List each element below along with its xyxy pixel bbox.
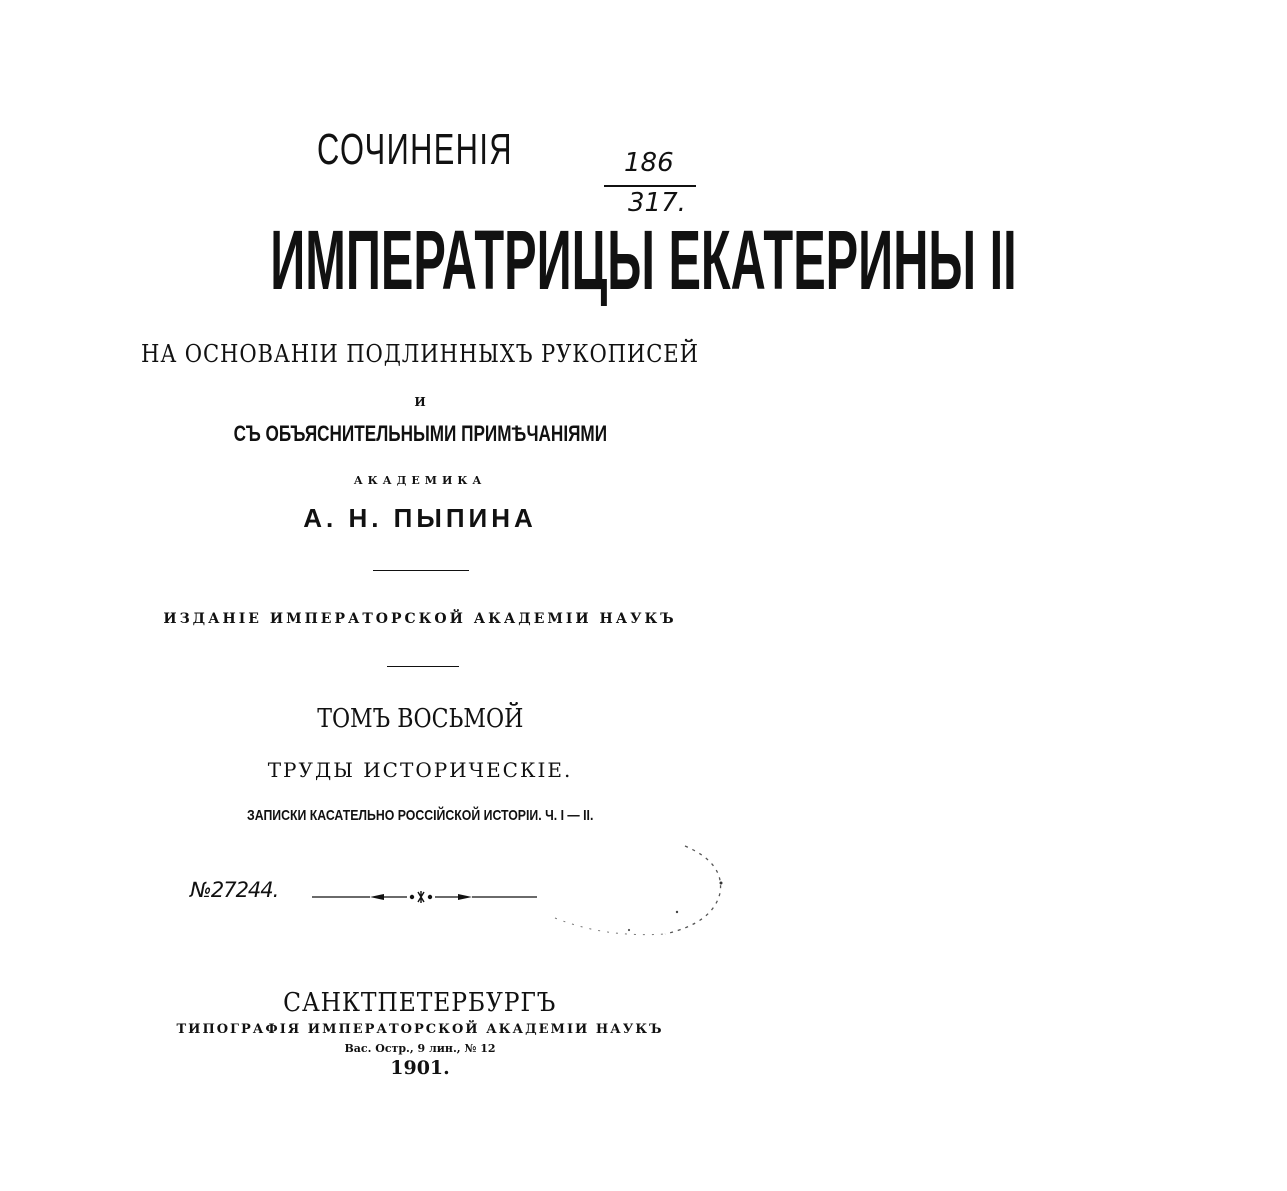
imprint-address: Вас. Остр., 9 лин., № 12 xyxy=(344,1042,496,1055)
ornament-divider-icon xyxy=(312,889,537,905)
divider-rule-short xyxy=(387,666,459,667)
volume-title-text: ТОМЪ ВОСЬМОЙ xyxy=(316,704,524,734)
subtitle-notes xyxy=(0,423,840,445)
conjunction-and: И xyxy=(414,395,426,409)
section-title: ТРУДЫ ИСТОРИЧЕСКІЕ. xyxy=(267,758,573,782)
academician-label: АКАДЕМИКА xyxy=(353,474,487,487)
imprint-printer: ТИПОГРАФІЯ ИМПЕРАТОРСКОЙ АКАДЕМІИ НАУКЪ xyxy=(176,1022,664,1037)
inventory-number: №27244. xyxy=(190,878,279,902)
subtitle-notes-text: СЪ ОБЪЯСНИТЕЛЬНЫМИ ПРИМѢЧАНІЯМИ xyxy=(233,421,607,446)
shelfmark-rule xyxy=(604,185,696,187)
imprint-city xyxy=(0,990,840,1016)
contents-notes-text: ЗАПИСКИ КАСАТЕЛЬНО РОССІЙСКОЙ ИСТОРІИ. Ч. I — II. xyxy=(246,807,594,824)
subtitle-manuscripts xyxy=(0,342,840,366)
subtitle-manuscripts-text: НА ОСНОВАНІИ ПОДЛИННЫХЪ РУКОПИСЕЙ xyxy=(141,340,699,368)
shelfmark-top: 186 xyxy=(624,148,674,178)
publisher-line: ИЗДАНІЕ ИМПЕРАТОРСКОЙ АКАДЕМІИ НАУКЪ xyxy=(163,611,677,627)
works-title xyxy=(0,125,840,174)
empress-title-text: ИМПЕРАТРИЦЫ ЕКАТЕРИНЫ II xyxy=(270,213,1017,307)
author-name: А. Н. ПЫПИНА xyxy=(303,503,537,533)
empress-title xyxy=(0,213,1017,307)
imprint-city-text: САНКТПЕТЕРБУРГЪ xyxy=(283,988,557,1018)
shelfmark-bottom: 317. xyxy=(628,188,686,218)
faded-stamp-icon xyxy=(545,838,730,943)
volume-title xyxy=(0,706,840,732)
contents-notes xyxy=(0,808,840,823)
works-title-text: СОЧИНЕНІЯ xyxy=(317,125,513,174)
imprint-year: 1901. xyxy=(390,1057,450,1079)
divider-rule xyxy=(373,570,469,571)
